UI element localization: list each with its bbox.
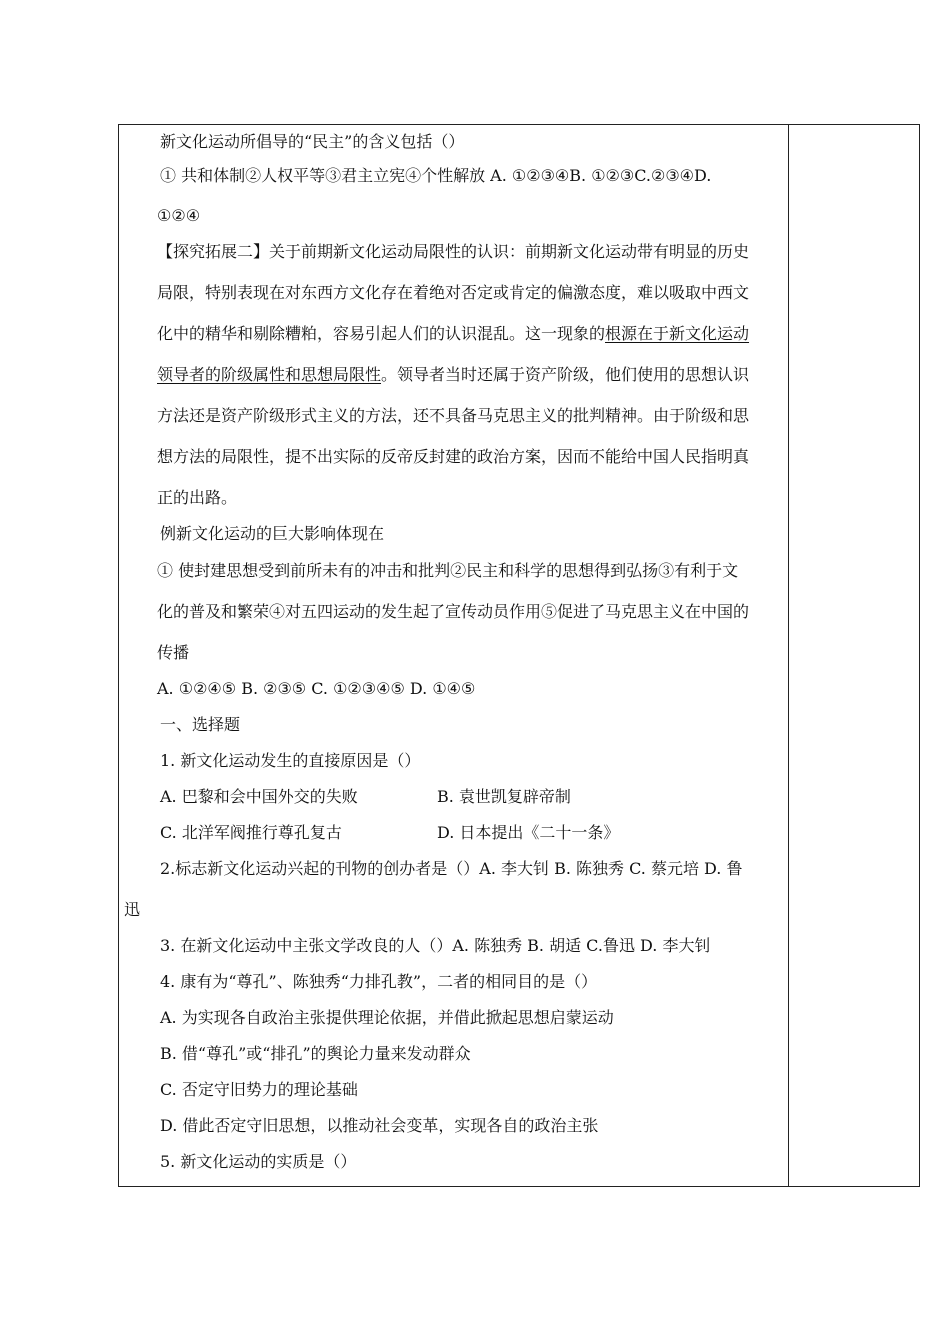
example-statement-line: ① 使封建思想受到前所未有的冲击和批判②民主和科学的思想得到弘扬③有利于文: [157, 561, 739, 580]
question-2-cont: 迅: [124, 900, 141, 919]
explore-paragraph-line: 想方法的局限性，提不出实际的反帝反封建的政治方案，因而不能给中国人民指明真: [157, 447, 750, 466]
underlined-text: 领导者的阶级属性和思想局限性: [157, 365, 382, 384]
question-3: 3. 在新文化运动中主张文学改良的人（）A. 陈独秀 B. 胡适 C.鲁迅 D. 李大钊: [160, 936, 711, 955]
question-4-stem: 4. 康有为“尊孔”、陈独秀“力排孔教”，二者的相同目的是（）: [160, 972, 598, 991]
question-4-option-a: A. 为实现各自政治主张提供理论依据，并借此掀起思想启蒙运动: [160, 1008, 614, 1027]
explore-text: 。领导者当时还属于资产阶级，他们使用的思想认识: [381, 365, 750, 384]
question-democracy-options: ① 共和体制②人权平等③君主立宪④个性解放 A. ①②③④B. ①②③C.②③④D.: [160, 166, 712, 185]
explore-text: 化中的精华和剔除糟粕，容易引起人们的认识混乱。这一现象的: [157, 324, 606, 343]
question-democracy-options-cont: ①②④: [157, 206, 201, 225]
question-4-option-d: D. 借此否定守旧思想，以推动社会变革，实现各自的政治主张: [160, 1116, 599, 1135]
question-2: 2.标志新文化运动兴起的刊物的创办者是（）A. 李大钊 B. 陈独秀 C. 蔡元培 D. 鲁: [160, 859, 743, 878]
example-statement-line: 传播: [157, 643, 190, 662]
explore-paragraph-line: [157, 324, 749, 344]
question-1-option-d: D. 日本提出《二十一条》: [437, 823, 620, 842]
question-5-stem: 5. 新文化运动的实质是（）: [160, 1152, 357, 1171]
explore-paragraph-line: 【探究拓展二】关于前期新文化运动局限性的认识：前期新文化运动带有明显的历史: [157, 242, 750, 261]
explore-paragraph-line: 局限，特别表现在对东西方文化存在着绝对否定或肯定的偏激态度，难以吸取中西文: [157, 283, 750, 302]
example-statement-line: 化的普及和繁荣④对五四运动的发生起了宣传动员作用⑤促进了马克思主义在中国的: [157, 602, 750, 621]
explore-paragraph-line: [157, 365, 749, 385]
explore-paragraph-line: 正的出路。: [157, 488, 238, 507]
underlined-text: 根源在于新文化运动: [605, 324, 750, 343]
example-stem: 例新文化运动的巨大影响体现在: [160, 524, 385, 543]
section-heading: 一、选择题: [160, 715, 241, 734]
question-4-option-c: C. 否定守旧势力的理论基础: [160, 1080, 358, 1099]
question-1-stem: 1. 新文化运动发生的直接原因是（）: [160, 751, 421, 770]
explore-paragraph-line: 方法还是资产阶级形式主义的方法，还不具备马克思主义的批判精神。由于阶级和思: [157, 406, 750, 425]
question-democracy-stem: 新文化运动所倡导的“民主”的含义包括（）: [160, 132, 465, 151]
question-1-option-c: C. 北洋军阀推行尊孔复古: [160, 823, 342, 842]
column-divider: [788, 125, 789, 1186]
example-options: A. ①②④⑤ B. ②③⑤ C. ①②③④⑤ D. ①④⑤: [157, 679, 476, 698]
question-1-option-a: A. 巴黎和会中国外交的失败: [160, 787, 358, 806]
question-1-option-b: B. 袁世凯复辟帝制: [437, 787, 571, 806]
question-4-option-b: B. 借“尊孔”或“排孔”的舆论力量来发动群众: [160, 1044, 471, 1063]
